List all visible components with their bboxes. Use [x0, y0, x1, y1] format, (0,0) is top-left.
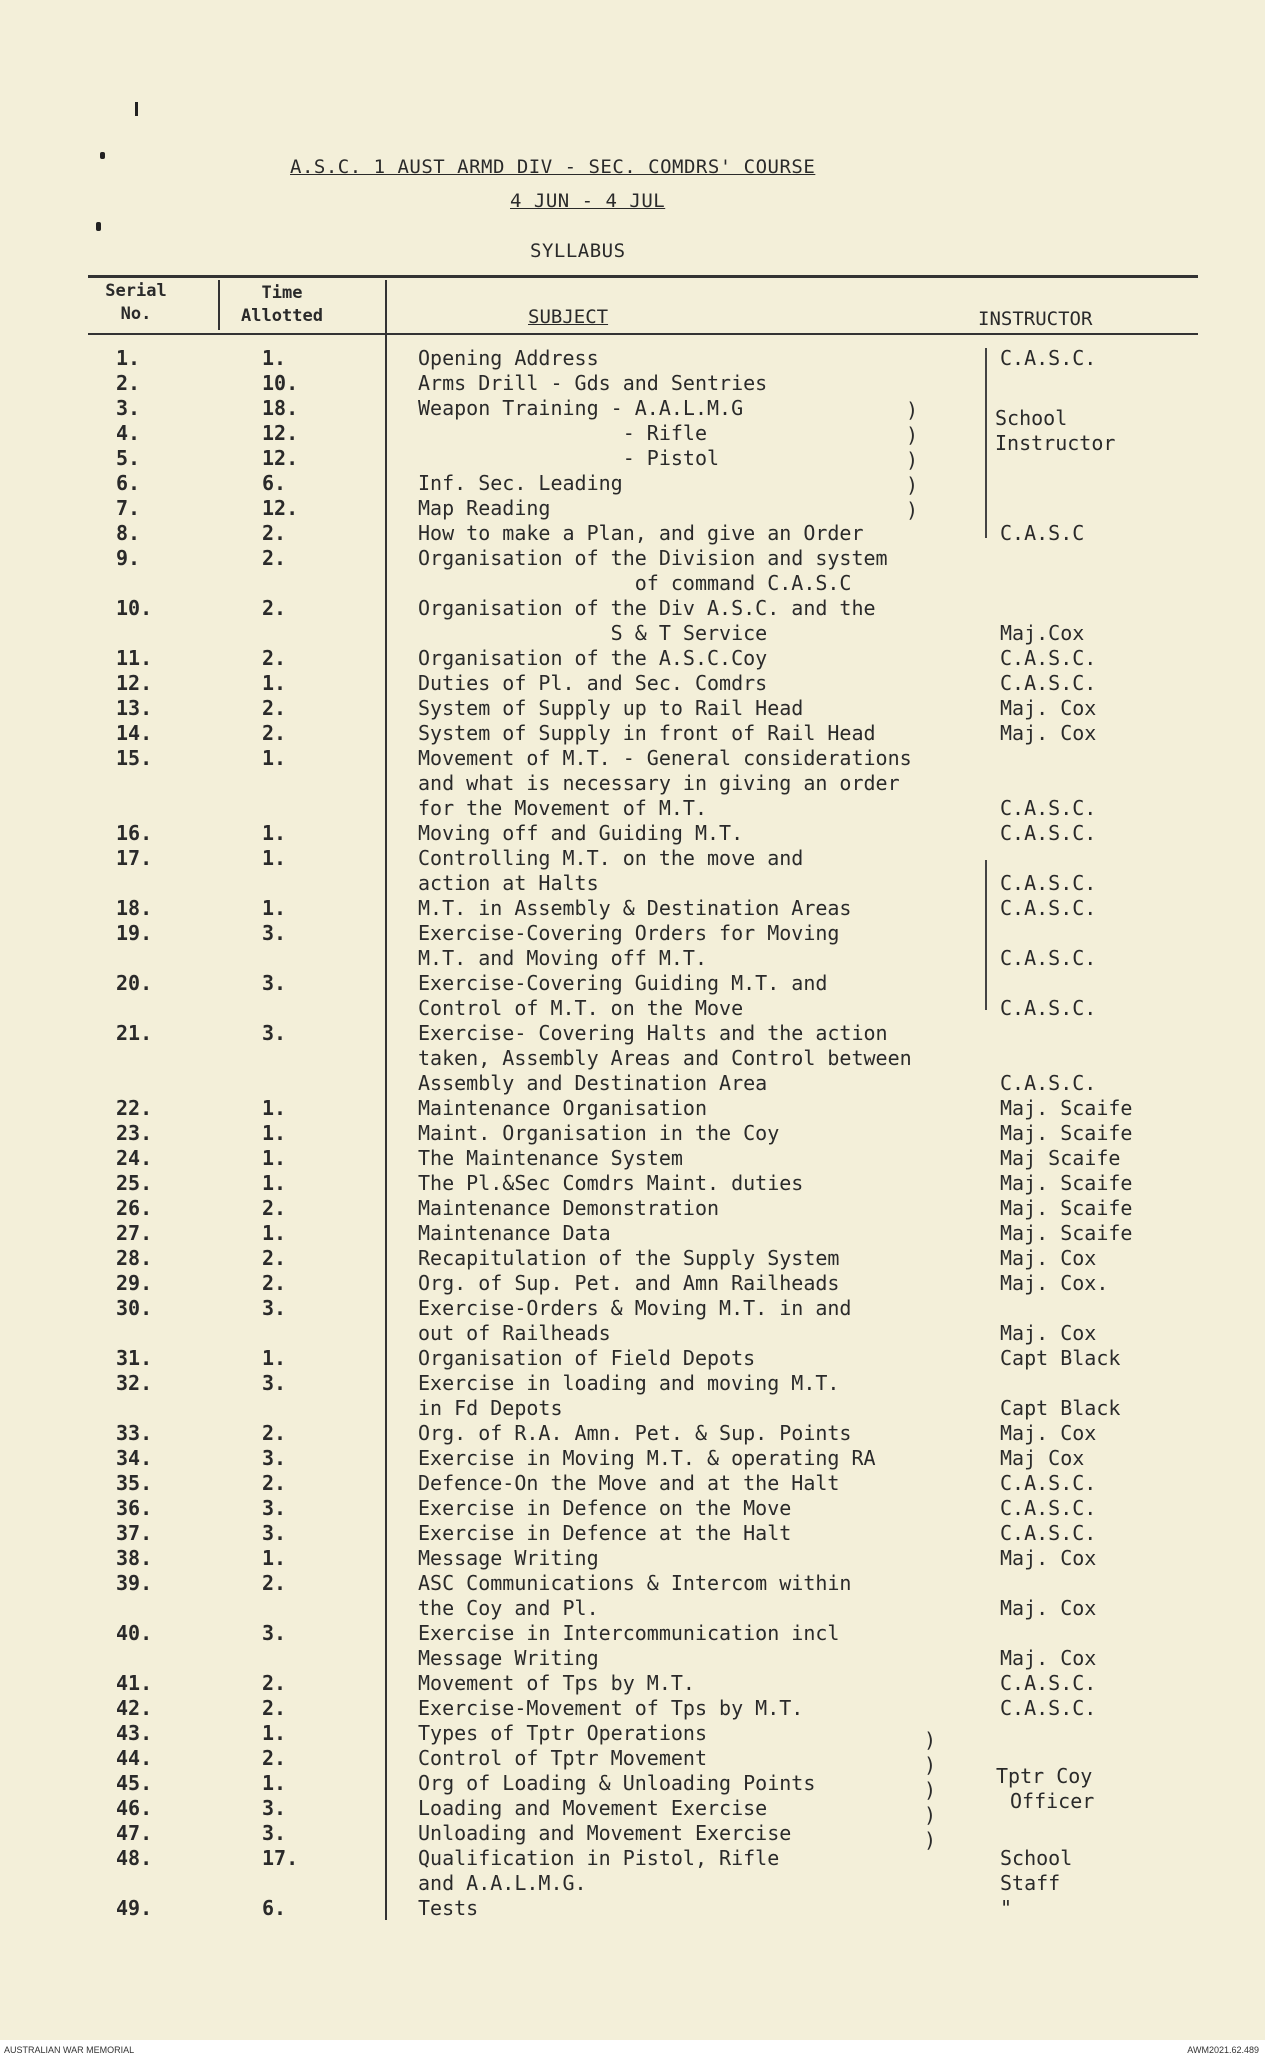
instructor-text: C.A.S.C. — [1000, 1471, 1097, 1495]
serial-number: 6. — [116, 471, 141, 495]
tptr-bracket: ) ) ) ) ) — [924, 1728, 937, 1852]
time-allotted: 2. — [262, 521, 287, 545]
serial-number: 36. — [116, 1496, 153, 1520]
time-allotted: 12. — [262, 496, 299, 520]
instructor-text: Maj. Cox — [1000, 721, 1097, 745]
serial-number: 29. — [116, 1271, 153, 1295]
subject-text: Maintenance Organisation — [418, 1096, 707, 1120]
serial-number: 5. — [116, 446, 141, 470]
subject-text: Defence-On the Move and at the Halt — [418, 1471, 840, 1495]
tptr-coy-officer-line2: Officer — [1010, 1789, 1095, 1813]
subject-column-header: SUBJECT — [528, 306, 609, 328]
time-allotted: 3. — [262, 1021, 287, 1045]
subject-text: Arms Drill - Gds and Sentries — [418, 371, 768, 395]
serial-number: 20. — [116, 971, 153, 995]
serial-number: 41. — [116, 1671, 153, 1695]
time-allotted: 2. — [262, 721, 287, 745]
instructor-text: C.A.S.C. — [1000, 346, 1097, 370]
serial-header-line2: No. — [120, 304, 152, 324]
serial-number: 3. — [116, 396, 141, 420]
subject-text: Exercise-Covering Guiding M.T. and — [418, 971, 828, 995]
instructor-text: Capt Black — [1000, 1346, 1121, 1370]
time-allotted: 1. — [262, 1721, 287, 1745]
header-rule — [88, 275, 1198, 278]
time-allotted: 2. — [262, 1471, 287, 1495]
subject-text: Control of M.T. on the Move — [418, 996, 744, 1020]
time-allotted: 2. — [262, 1271, 287, 1295]
serial-number: 4. — [116, 421, 141, 445]
serial-number: 49. — [116, 1896, 153, 1920]
time-allotted: 1. — [262, 1546, 287, 1570]
instructor-bracket-line — [985, 348, 987, 538]
subject-text: Types of Tptr Operations — [418, 1721, 707, 1745]
instructor-text: Maj. Scaife — [1000, 1221, 1133, 1245]
serial-number: 48. — [116, 1846, 153, 1870]
tptr-coy-officer-label — [996, 1764, 1094, 1814]
subject-text: Inf. Sec. Leading — [418, 471, 623, 495]
instructor-text: Maj. Scaife — [1000, 1096, 1133, 1120]
time-header-line1: Time — [261, 283, 303, 303]
serial-number: 8. — [116, 521, 141, 545]
instructor-text: C.A.S.C. — [1000, 1071, 1097, 1095]
subject-text: Exercise-Orders & Moving M.T. in and — [418, 1296, 852, 1320]
subject-text: of command C.A.S.C — [418, 571, 852, 595]
footer-accession-number: AWM2021.62.489 — [1187, 2045, 1259, 2055]
subject-text: - Pistol — [418, 446, 720, 470]
time-allotted: 3. — [262, 1496, 287, 1520]
serial-number: 21. — [116, 1021, 153, 1045]
time-allotted: 18. — [262, 396, 299, 420]
time-allotted: 2. — [262, 546, 287, 570]
time-header-line2: Allotted — [241, 306, 323, 326]
time-allotted: 2. — [262, 1571, 287, 1595]
serial-number: 2. — [116, 371, 141, 395]
time-allotted: 6. — [262, 1896, 287, 1920]
time-allotted: 1. — [262, 346, 287, 370]
instructor-text: Maj. Cox — [1000, 1321, 1097, 1345]
subject-text: Organisation of the Div A.S.C. and the — [418, 596, 876, 620]
subject-text: Organisation of the Division and system — [418, 546, 888, 570]
header-underline-rule — [88, 333, 1198, 335]
subject-text: The Pl.&Sec Comdrs Maint. duties — [418, 1171, 804, 1195]
subject-text: Unloading and Movement Exercise — [418, 1821, 792, 1845]
subject-text: Weapon Training - A.A.L.M.G — [418, 396, 744, 420]
subject-text: the Coy and Pl. — [418, 1596, 599, 1620]
time-allotted: 1. — [262, 1146, 287, 1170]
serial-number: 35. — [116, 1471, 153, 1495]
subject-text: System of Supply up to Rail Head — [418, 696, 804, 720]
subject-text: Controlling M.T. on the move and — [418, 846, 804, 870]
time-allotted: 3. — [262, 1371, 287, 1395]
instructor-text: Maj. Cox — [1000, 696, 1097, 720]
serial-number: 40. — [116, 1621, 153, 1645]
subject-text: S & T Service — [418, 621, 768, 645]
instructor-column-header: INSTRUCTOR — [978, 308, 1093, 330]
serial-number: 24. — [116, 1146, 153, 1170]
course-dates: 4 JUN - 4 JUL — [510, 190, 666, 212]
instructor-text: C.A.S.C — [1000, 521, 1085, 545]
subject-text: ASC Communications & Intercom within — [418, 1571, 852, 1595]
time-allotted: 2. — [262, 1196, 287, 1220]
serial-number: 47. — [116, 1821, 153, 1845]
subject-text: Org of Loading & Unloading Points — [418, 1771, 816, 1795]
subject-text: action at Halts — [418, 871, 599, 895]
time-allotted: 12. — [262, 421, 299, 445]
time-allotted: 1. — [262, 846, 287, 870]
subject-text: Tests — [418, 1896, 479, 1920]
subject-text: Movement of Tps by M.T. — [418, 1671, 695, 1695]
instructor-text: C.A.S.C. — [1000, 671, 1097, 695]
instructor-text: C.A.S.C. — [1000, 896, 1097, 920]
subject-text: Exercise in Defence at the Halt — [418, 1521, 792, 1545]
serial-number: 37. — [116, 1521, 153, 1545]
subject-text: - Rifle — [418, 421, 707, 445]
subject-text: Organisation of Field Depots — [418, 1346, 756, 1370]
column-divider — [218, 280, 220, 330]
instructor-text: " — [1000, 1896, 1013, 1920]
footer-institution: AUSTRALIAN WAR MEMORIAL — [4, 2045, 135, 2055]
subject-text: Exercise-Movement of Tps by M.T. — [418, 1696, 804, 1720]
time-allotted: 3. — [262, 971, 287, 995]
time-allotted: 1. — [262, 1221, 287, 1245]
serial-number: 28. — [116, 1246, 153, 1270]
instructor-text: Maj. Cox — [1000, 1546, 1097, 1570]
subject-text: Exercise in loading and moving M.T. — [418, 1371, 840, 1395]
archive-footer — [0, 2040, 1265, 2061]
serial-number: 9. — [116, 546, 141, 570]
serial-number: 11. — [116, 646, 153, 670]
school-instructor-line2: Instructor — [995, 431, 1116, 455]
instructor-text: C.A.S.C. — [1000, 1496, 1097, 1520]
subject-text: Duties of Pl. and Sec. Comdrs — [418, 671, 768, 695]
subject-text: Organisation of the A.S.C.Coy — [418, 646, 768, 670]
instructor-text: Maj. Cox — [1000, 1646, 1097, 1670]
serial-number: 12. — [116, 671, 153, 695]
serial-number: 25. — [116, 1171, 153, 1195]
instructor-text: Maj. Cox — [1000, 1421, 1097, 1445]
time-allotted: 3. — [262, 1446, 287, 1470]
ink-mark — [100, 152, 105, 159]
time-allotted: 2. — [262, 696, 287, 720]
instructor-text: C.A.S.C. — [1000, 1696, 1097, 1720]
subject-text: How to make a Plan, and give an Order — [418, 521, 864, 545]
subject-text: Maint. Organisation in the Coy — [418, 1121, 780, 1145]
subject-text: Maintenance Demonstration — [418, 1196, 720, 1220]
serial-number: 46. — [116, 1796, 153, 1820]
subject-text: The Maintenance System — [418, 1146, 683, 1170]
serial-column-header — [86, 280, 186, 326]
subject-text: Org. of Sup. Pet. and Amn Railheads — [418, 1271, 840, 1295]
time-allotted: 3. — [262, 1796, 287, 1820]
subject-text: Assembly and Destination Area — [418, 1071, 768, 1095]
serial-number: 42. — [116, 1696, 153, 1720]
subject-text: System of Supply in front of Rail Head — [418, 721, 876, 745]
subject-text: Exercise in Intercommunication incl — [418, 1621, 840, 1645]
time-allotted: 1. — [262, 746, 287, 770]
subject-text: Exercise- Covering Halts and the action — [418, 1021, 888, 1045]
serial-number: 14. — [116, 721, 153, 745]
instructor-text: Maj. Cox — [1000, 1596, 1097, 1620]
serial-number: 23. — [116, 1121, 153, 1145]
serial-number: 18. — [116, 896, 153, 920]
instructor-text: Maj. Scaife — [1000, 1196, 1133, 1220]
time-allotted: 17. — [262, 1846, 299, 1870]
serial-number: 38. — [116, 1546, 153, 1570]
time-allotted: 2. — [262, 1696, 287, 1720]
time-allotted: 3. — [262, 1521, 287, 1545]
serial-number: 15. — [116, 746, 153, 770]
instructor-text: Maj. Scaife — [1000, 1171, 1133, 1195]
serial-number: 10. — [116, 596, 153, 620]
time-allotted: 1. — [262, 1346, 287, 1370]
time-allotted: 2. — [262, 1421, 287, 1445]
time-allotted: 3. — [262, 1621, 287, 1645]
subject-text: Exercise-Covering Orders for Moving — [418, 921, 840, 945]
time-allotted: 2. — [262, 646, 287, 670]
time-allotted: 1. — [262, 1096, 287, 1120]
instructor-text: Maj. Cox. — [1000, 1271, 1109, 1295]
subject-text: out of Railheads — [418, 1321, 611, 1345]
ink-mark — [135, 102, 138, 116]
time-allotted: 3. — [262, 921, 287, 945]
subject-text: and what is necessary in giving an order — [418, 771, 900, 795]
subject-text: M.T. and Moving off M.T. — [418, 946, 707, 970]
time-column-header — [222, 282, 342, 328]
time-allotted: 1. — [262, 671, 287, 695]
column-divider — [385, 280, 387, 1920]
serial-number: 1. — [116, 346, 141, 370]
serial-number: 22. — [116, 1096, 153, 1120]
tptr-coy-officer-line1: Tptr Coy — [996, 1764, 1093, 1788]
instructor-text: Staff — [1000, 1871, 1061, 1895]
serial-number: 43. — [116, 1721, 153, 1745]
instructor-text: Maj. Scaife — [1000, 1121, 1133, 1145]
time-allotted: 6. — [262, 471, 287, 495]
serial-number: 34. — [116, 1446, 153, 1470]
subject-text: and A.A.L.M.G. — [418, 1871, 587, 1895]
serial-number: 31. — [116, 1346, 153, 1370]
time-allotted: 10. — [262, 371, 299, 395]
subject-text: Message Writing — [418, 1646, 599, 1670]
instructor-text: C.A.S.C. — [1000, 646, 1097, 670]
serial-number: 27. — [116, 1221, 153, 1245]
serial-number: 19. — [116, 921, 153, 945]
subject-text: M.T. in Assembly & Destination Areas — [418, 896, 852, 920]
time-allotted: 12. — [262, 446, 299, 470]
serial-number: 13. — [116, 696, 153, 720]
time-allotted: 3. — [262, 1821, 287, 1845]
time-allotted: 1. — [262, 1121, 287, 1145]
subject-text: Moving off and Guiding M.T. — [418, 821, 744, 845]
instructor-text: Maj.Cox — [1000, 621, 1085, 645]
subject-text: Exercise in Defence on the Move — [418, 1496, 792, 1520]
subject-text: taken, Assembly Areas and Control between — [418, 1046, 912, 1070]
school-instructor-line1: School — [995, 406, 1068, 430]
time-allotted: 1. — [262, 821, 287, 845]
ink-mark — [96, 222, 101, 231]
subject-text: Qualification in Pistol, Rifle — [418, 1846, 780, 1870]
instructor-text: C.A.S.C. — [1000, 796, 1097, 820]
subject-text: Org. of R.A. Amn. Pet. & Sup. Points — [418, 1421, 852, 1445]
subject-text: Control of Tptr Movement — [418, 1746, 707, 1770]
subject-text: Message Writing — [418, 1546, 599, 1570]
course-title: A.S.C. 1 AUST ARMD DIV - SEC. COMDRS' COURSE — [290, 156, 816, 178]
serial-number: 32. — [116, 1371, 153, 1395]
instructor-text: C.A.S.C. — [1000, 1521, 1097, 1545]
time-allotted: 3. — [262, 1296, 287, 1320]
school-instructor-label — [995, 406, 1115, 456]
serial-number: 17. — [116, 846, 153, 870]
subject-text: Recapitulation of the Supply System — [418, 1246, 840, 1270]
time-allotted: 2. — [262, 1671, 287, 1695]
instructor-bracket-line — [985, 860, 987, 1010]
subject-text: Map Reading — [418, 496, 551, 520]
time-allotted: 1. — [262, 1771, 287, 1795]
subject-text: Loading and Movement Exercise — [418, 1796, 768, 1820]
instructor-text: C.A.S.C. — [1000, 821, 1097, 845]
serial-number: 26. — [116, 1196, 153, 1220]
subject-text: for the Movement of M.T. — [418, 796, 707, 820]
time-allotted: 1. — [262, 1171, 287, 1195]
instructor-text: C.A.S.C. — [1000, 1671, 1097, 1695]
serial-number: 45. — [116, 1771, 153, 1795]
instructor-text: Maj Scaife — [1000, 1146, 1121, 1170]
instructor-text: C.A.S.C. — [1000, 946, 1097, 970]
serial-number: 39. — [116, 1571, 153, 1595]
instructor-text: Maj. Cox — [1000, 1246, 1097, 1270]
instructor-text: C.A.S.C. — [1000, 871, 1097, 895]
serial-number: 16. — [116, 821, 153, 845]
instructor-text: Maj Cox — [1000, 1446, 1085, 1470]
time-allotted: 2. — [262, 1746, 287, 1770]
subject-text: Exercise in Moving M.T. & operating RA — [418, 1446, 876, 1470]
time-allotted: 1. — [262, 896, 287, 920]
serial-number: 7. — [116, 496, 141, 520]
instructor-text: Capt Black — [1000, 1396, 1121, 1420]
instructor-text: C.A.S.C. — [1000, 996, 1097, 1020]
syllabus-heading: SYLLABUS — [530, 240, 626, 262]
subject-text: Maintenance Data — [418, 1221, 611, 1245]
serial-number: 33. — [116, 1421, 153, 1445]
subject-text: Opening Address — [418, 346, 599, 370]
weapon-training-bracket: ) ) ) ) ) — [906, 398, 919, 522]
subject-text: Movement of M.T. - General considerations — [418, 746, 912, 770]
subject-text: in Fd Depots — [418, 1396, 563, 1420]
instructor-text: School — [1000, 1846, 1073, 1870]
time-allotted: 2. — [262, 1246, 287, 1270]
serial-number: 44. — [116, 1746, 153, 1770]
serial-header-line1: Serial — [105, 281, 167, 301]
serial-number: 30. — [116, 1296, 153, 1320]
time-allotted: 2. — [262, 596, 287, 620]
